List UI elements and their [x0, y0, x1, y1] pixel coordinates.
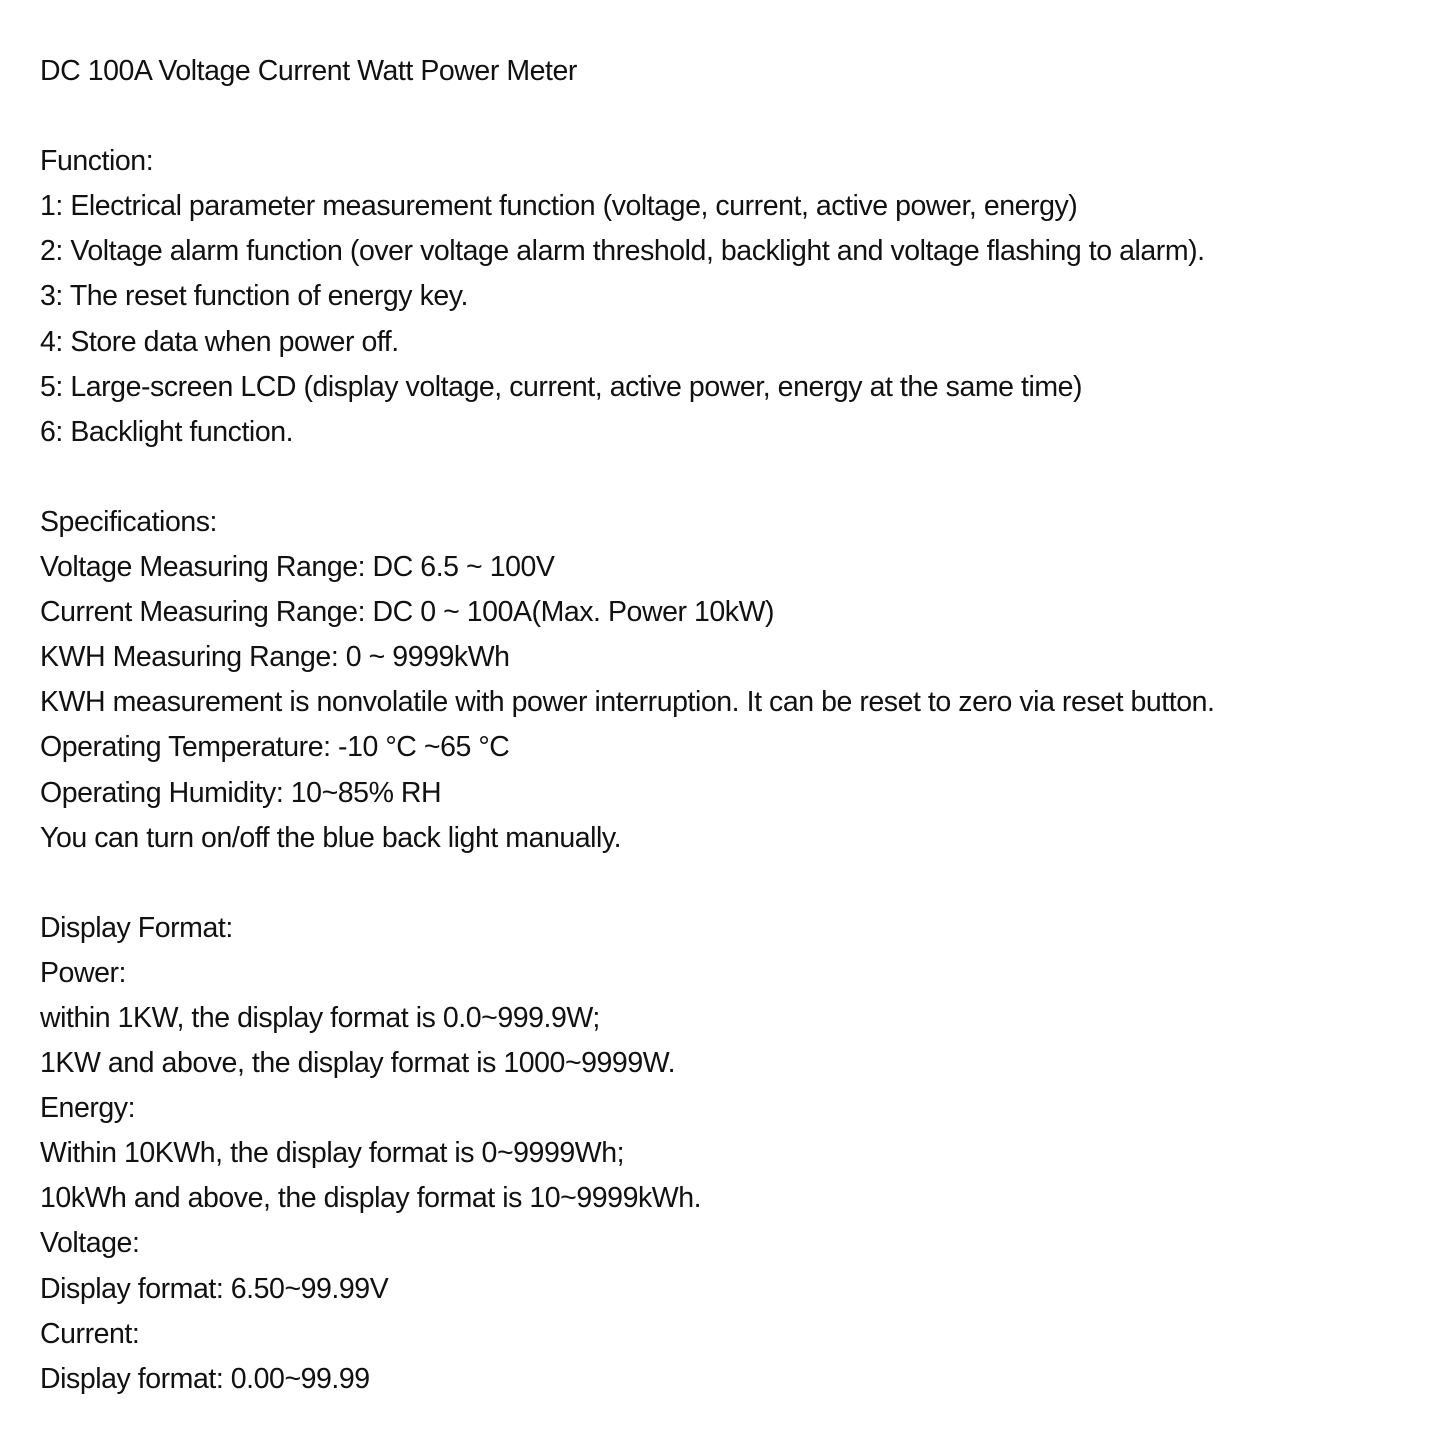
- function-item: 5: Large-screen LCD (display voltage, current, active power, energy at the same time): [40, 370, 1083, 403]
- spec-item: Current Measuring Range: DC 0 ~ 100A(Max. Power 10kW): [40, 596, 775, 629]
- power-label: Power:: [40, 956, 127, 989]
- energy-label: Energy:: [40, 1092, 136, 1125]
- spec-item: KWH Measuring Range: 0 ~ 9999kWh: [40, 641, 510, 674]
- voltage-label: Voltage:: [40, 1227, 140, 1260]
- voltage-format-line: Display format: 6.50~99.99V: [40, 1272, 389, 1305]
- spacer: [40, 455, 1440, 500]
- spacer: [40, 94, 1440, 139]
- specifications-section: [40, 500, 1440, 861]
- display-format-heading: Display Format:: [40, 911, 233, 944]
- function-item: 6: Backlight function.: [40, 415, 294, 448]
- spec-item: KWH measurement is nonvolatile with power interruption. It can be reset to zero via reset button.: [40, 686, 1215, 719]
- product-description-document: [40, 49, 1440, 1402]
- spec-item: Voltage Measuring Range: DC 6.5 ~ 100V: [40, 551, 555, 584]
- power-format-line: 1KW and above, the display format is 1000~9999W.: [40, 1047, 676, 1080]
- function-item: 4: Store data when power off.: [40, 325, 399, 358]
- current-format-line: Display format: 0.00~99.99: [40, 1362, 370, 1395]
- function-item: 1: Electrical parameter measurement function (voltage, current, active power, energy): [40, 190, 1078, 223]
- function-heading: Function:: [40, 145, 154, 178]
- function-item: 3: The reset function of energy key.: [40, 280, 468, 313]
- display-format-section: [40, 906, 1440, 1402]
- energy-format-line: 10kWh and above, the display format is 10~9999kWh.: [40, 1182, 702, 1215]
- spec-item: Operating Temperature: -10 °C ~65 °C: [40, 731, 510, 764]
- current-label: Current:: [40, 1317, 140, 1350]
- energy-format-line: Within 10KWh, the display format is 0~9999Wh;: [40, 1137, 625, 1170]
- spec-item: Operating Humidity: 10~85% RH: [40, 776, 442, 809]
- document-title: DC 100A Voltage Current Watt Power Meter: [40, 55, 577, 87]
- function-item: 2: Voltage alarm function (over voltage alarm threshold, backlight and voltage flashing to alarm).: [40, 235, 1205, 268]
- power-format-line: within 1KW, the display format is 0.0~999.9W;: [40, 1001, 600, 1034]
- spacer: [40, 861, 1440, 906]
- spec-item: You can turn on/off the blue back light manually.: [40, 821, 622, 854]
- function-section: [40, 139, 1440, 455]
- specifications-heading: Specifications:: [40, 505, 218, 538]
